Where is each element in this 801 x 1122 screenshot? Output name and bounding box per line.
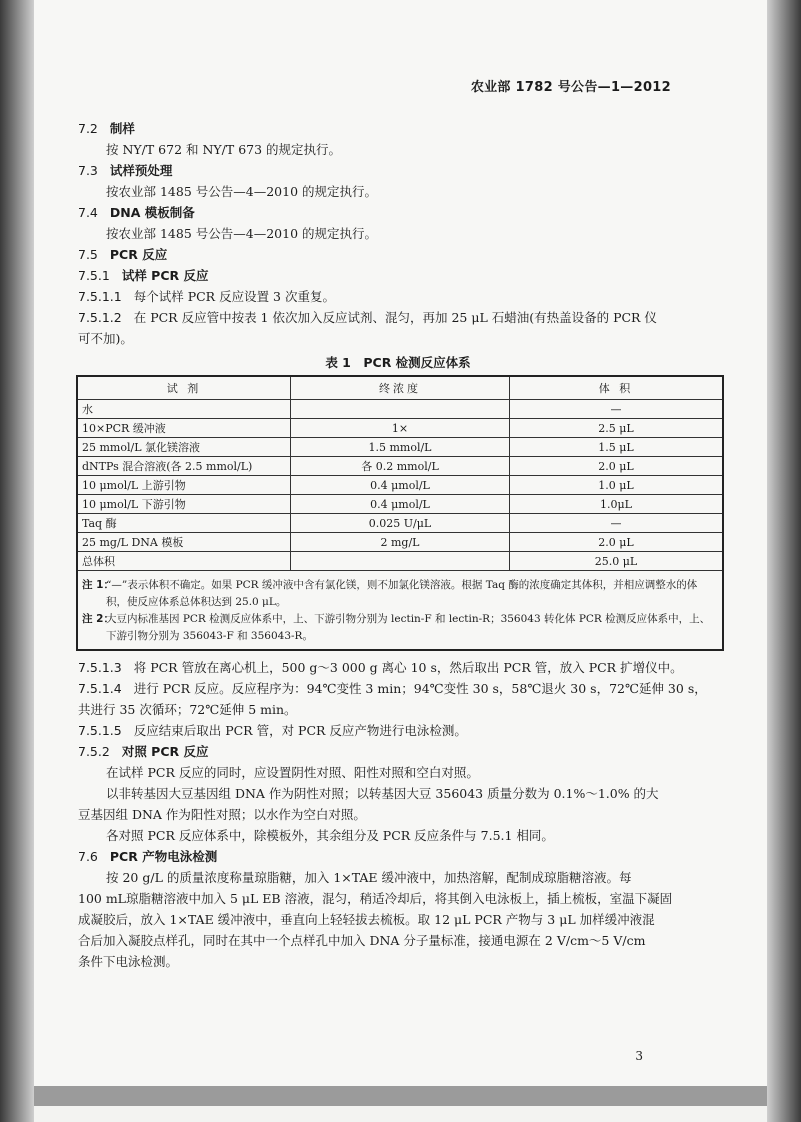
step-line: 7.5.1.4 进行 PCR 反应。反应程序为：94℃变性 3 min；94℃变性 30 s，58℃退火 30 s，72℃延伸 30 s，: [78, 681, 707, 696]
paragraph-line: 在试样 PCR 反应的同时，应设置阴性对照、阳性对照和空白对照。: [106, 765, 479, 780]
table-cell: 25 mmol/L 氯化镁溶液: [78, 438, 291, 457]
document-page: [34, 0, 767, 1086]
document-id: 农业部 1782 号公告—1—2012: [470, 80, 671, 95]
table-cell: 10 μmol/L 上游引物: [78, 476, 291, 495]
table-row: [78, 476, 722, 495]
table-cell: 2 mg/L: [291, 533, 510, 552]
table-cell: 1.5 mmol/L: [291, 438, 510, 457]
paragraph-line: 以非转基因大豆基因组 DNA 作为阴性对照；以转基因大豆 356043 质量分数为 0.1%～1.0% 的大: [106, 786, 659, 801]
section-heading: 7.6 PCR 产物电泳检测: [78, 849, 218, 864]
column-header: 体 积: [510, 377, 723, 400]
table-cell: 各 0.2 mmol/L: [291, 457, 510, 476]
table-cell: 0.025 U/μL: [291, 514, 510, 533]
table-row: [78, 495, 722, 514]
table-title: 表 1 PCR 检测反应体系: [325, 355, 471, 370]
section-heading: 7.5 PCR 反应: [78, 247, 168, 262]
section-heading: 7.5.2 对照 PCR 反应: [78, 744, 209, 759]
table-cell: 10×PCR 缓冲液: [78, 419, 291, 438]
table-cell: 1.0 μL: [510, 476, 723, 495]
paragraph-line: 100 mL琼脂糖溶液中加入 5 μL EB 溶液，混匀，稍适冷却后，将其倒入电泳板上，插上梳板，室温下凝固: [78, 891, 673, 906]
step-line: 7.5.1.5 反应结束后取出 PCR 管，对 PCR 反应产物进行电泳检测。: [78, 723, 467, 738]
table-row: [78, 514, 722, 533]
step-line: 7.5.1.1 每个试样 PCR 反应设置 3 次重复。: [78, 289, 335, 304]
page-gap: [34, 1086, 767, 1106]
table-cell: dNTPs 混合溶液(各 2.5 mmol/L): [78, 457, 291, 476]
section-text: 按农业部 1485 号公告—4—2010 的规定执行。: [106, 184, 377, 199]
paragraph-line: 各对照 PCR 反应体系中，除模板外，其余组分及 PCR 反应条件与 7.5.1 相同。: [106, 828, 554, 843]
page-content: [78, 118, 718, 972]
table-row: [78, 457, 722, 476]
next-page-edge: [34, 1106, 767, 1122]
table-cell: 2.0 μL: [510, 457, 723, 476]
table-cell: 水: [78, 400, 291, 419]
table-cell: 1.5 μL: [510, 438, 723, 457]
step-line: 7.5.1.3 将 PCR 管放在离心机上，500 g～3 000 g 离心 10 s，然后取出 PCR 管，放入 PCR 扩增仪中。: [78, 660, 683, 675]
table-cell: 1×: [291, 419, 510, 438]
paragraph-line: 豆基因组 DNA 作为阳性对照；以水作为空白对照。: [78, 807, 366, 822]
table-cell: 1.0μL: [510, 495, 723, 514]
section-heading: 7.4 DNA 模板制备: [78, 205, 195, 220]
paragraph-line: 成凝胶后，放入 1×TAE 缓冲液中，垂直向上轻轻拔去梳板。取 12 μL PCR 产物与 3 μL 加样缓冲液混: [78, 912, 655, 927]
table-cell: [291, 400, 510, 419]
table-row: [78, 419, 722, 438]
page-number: 3: [635, 1049, 643, 1063]
table-cell: 25.0 μL: [510, 552, 723, 571]
section-heading: 7.2 制样: [78, 121, 135, 136]
table-note: 注 1： “—”表示体积不确定。如果 PCR 缓冲液中含有氯化镁，则不加氯化镁溶液。根据 Taq 酶的浓度确定其体积，并相应调整水的体积，使反应体系总体积达到 25.0 μL。: [82, 579, 698, 608]
table-cell: 2.5 μL: [510, 419, 723, 438]
step-continuation: 共进行 35 次循环；72℃延伸 5 min。: [78, 702, 297, 717]
table-cell: Taq 酶: [78, 514, 291, 533]
table-cell: 2.0 μL: [510, 533, 723, 552]
paragraph-line: 合后加入凝胶点样孔，同时在其中一个点样孔中加入 DNA 分子量标准，接通电源在 2 V/cm～5 V/cm: [78, 933, 646, 948]
reaction-table: [76, 375, 724, 651]
section-heading: 7.3 试样预处理: [78, 163, 173, 178]
paragraph-line: 按 20 g/L 的质量浓度称量琼脂糖，加入 1×TAE 缓冲液中，加热溶解，配制成琼脂糖溶液。每: [106, 870, 632, 885]
section-text: 按农业部 1485 号公告—4—2010 的规定执行。: [106, 226, 377, 241]
table-cell: 10 μmol/L 下游引物: [78, 495, 291, 514]
table-cell: —: [510, 514, 723, 533]
table-cell: 0.4 μmol/L: [291, 495, 510, 514]
table-row: [78, 400, 722, 419]
section-heading: 7.5.1 试样 PCR 反应: [78, 268, 209, 283]
paragraph-line: 条件下电泳检测。: [78, 954, 179, 969]
table-row: [78, 552, 722, 571]
column-header: 试 剂: [78, 377, 291, 400]
column-header: 终浓度: [291, 377, 510, 400]
table-notes: [78, 570, 722, 649]
table-cell: [291, 552, 510, 571]
step-line: 7.5.1.2 在 PCR 反应管中按表 1 依次加入反应试剂、混匀，再加 25 μL 石蜡油(有热盖设备的 PCR 仪: [78, 310, 657, 325]
table-cell: —: [510, 400, 723, 419]
table-row: [78, 533, 722, 552]
section-text: 按 NY/T 672 和 NY/T 673 的规定执行。: [106, 142, 342, 157]
table-cell: 0.4 μmol/L: [291, 476, 510, 495]
table-cell: 25 mg/L DNA 模板: [78, 533, 291, 552]
table-row: [78, 438, 722, 457]
table-note: 注 2： 大豆内标准基因 PCR 检测反应体系中，上、下游引物分别为 lectin-F 和 lectin-R；356043 转化体 PCR 检测反应体系中，上、下游引物分别为 356043-F 和 356043-R。: [82, 613, 711, 642]
step-continuation: 可不加)。: [78, 331, 133, 346]
table-header-row: [78, 377, 722, 400]
table-cell: 总体积: [78, 552, 291, 571]
